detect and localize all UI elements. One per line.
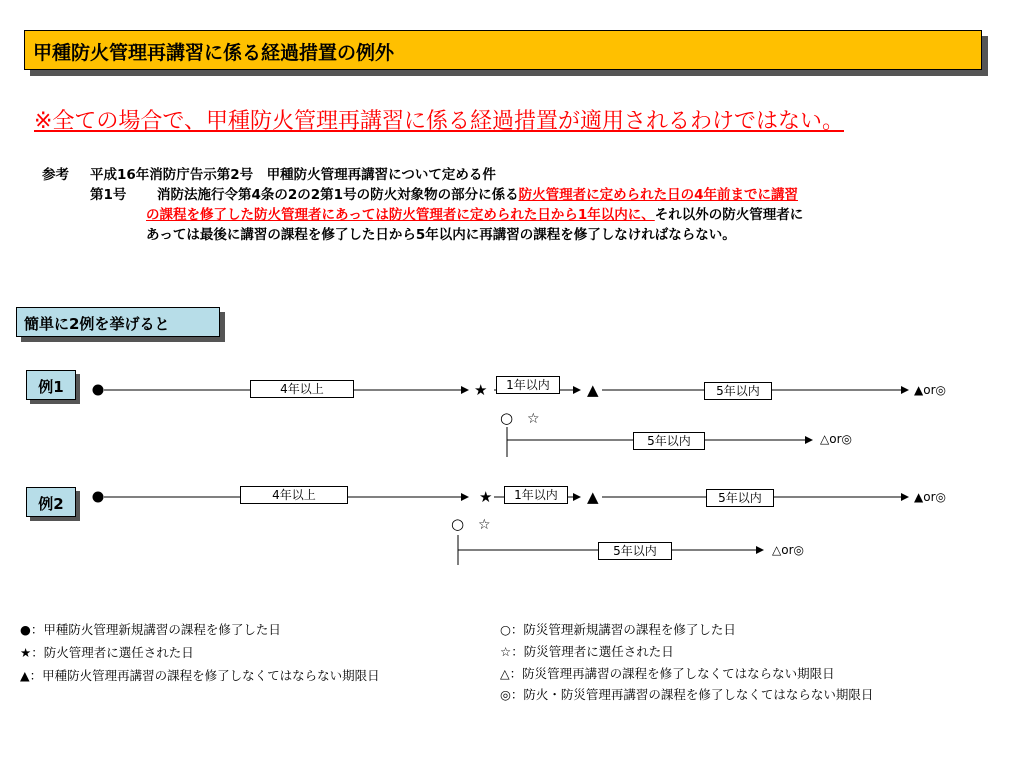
example-2-segment-1y: 1年以内	[504, 486, 568, 504]
legend-right-2: ☆：防災管理者に選任された日	[500, 644, 674, 659]
example-1-segment-1y: 1年以内	[496, 376, 560, 394]
example-2-label: 例2	[38, 495, 64, 513]
reference-line3: あっては最後に講習の課程を修了した日から5年以内に再講習の課程を修了しなければならない。	[146, 227, 736, 243]
example-1-segment-4y: 4年以上	[250, 380, 354, 398]
example-1-branch-segment: 5年以内	[633, 432, 705, 450]
example-2-star-icon: ★	[479, 488, 493, 506]
example-2-segment-5y: 5年以内	[706, 489, 774, 507]
reference-line2-plain: それ以外の防火管理者に	[654, 207, 804, 223]
legend-right-4: ◎：防火・防災管理再講習の課程を修了しなくてはならない期限日	[500, 687, 874, 702]
example-2-branch-segment: 5年以内	[598, 542, 672, 560]
legend-left-3: ▲：甲種防火管理再講習の課程を修了しなくてはならない期限日	[20, 668, 380, 683]
example-2-segment-4y: 4年以上	[240, 486, 348, 504]
example-2-circle-icon: ○	[451, 515, 465, 533]
reference-line2-red: の課程を修了した防火管理者にあっては防火管理者に定められた日から1年以内に、	[146, 207, 655, 223]
page-title: 甲種防火管理再講習に係る経過措置の例外	[33, 42, 395, 64]
reference-item-label: 第1号	[90, 187, 127, 203]
example-1-circle-icon: ○	[500, 409, 514, 427]
example-1-branch-end: △or◎	[820, 432, 852, 446]
legend-left-2: ★：防火管理者に選任された日	[20, 645, 194, 660]
example-2-triangle-icon: ▲	[587, 488, 599, 506]
example-2-white-star-icon: ☆	[478, 517, 491, 533]
reference-line1-plain: 消防法施行令第4条の2の2第1号の防火対象物の部分に係る	[157, 187, 519, 203]
reference-line1-red: 防火管理者に定められた日の4年前までに講習	[518, 187, 798, 203]
legend-left-1: ●：甲種防火管理新規講習の課程を修了した日	[20, 622, 281, 637]
example-1-segment-5y: 5年以内	[704, 382, 772, 400]
example-1-white-star-icon: ☆	[527, 411, 540, 427]
example-1-start-dot	[93, 385, 104, 396]
example-1-end-label: ▲or◎	[914, 383, 946, 397]
notice-text: ※全ての場合で、甲種防火管理再講習に係る経過措置が適用されるわけではない。	[34, 109, 844, 134]
example-1-label: 例1	[38, 378, 64, 396]
example-2-end-label: ▲or◎	[914, 490, 946, 504]
legend-right-1: ○：防災管理新規講習の課程を修了した日	[500, 622, 736, 637]
example-1-star-icon: ★	[474, 381, 488, 399]
section-title: 簡単に2例を挙げると	[24, 315, 170, 333]
legend-right-3: △：防災管理再講習の課程を修了しなくてはならない期限日	[500, 666, 835, 681]
example-1-triangle-icon: ▲	[587, 381, 599, 399]
reference-label: 参考	[42, 167, 69, 183]
example-2-branch-end: △or◎	[772, 543, 804, 557]
reference-heading: 平成16年消防庁告示第2号 甲種防火管理再講習について定める件	[90, 167, 496, 183]
example-2-start-dot	[93, 492, 104, 503]
